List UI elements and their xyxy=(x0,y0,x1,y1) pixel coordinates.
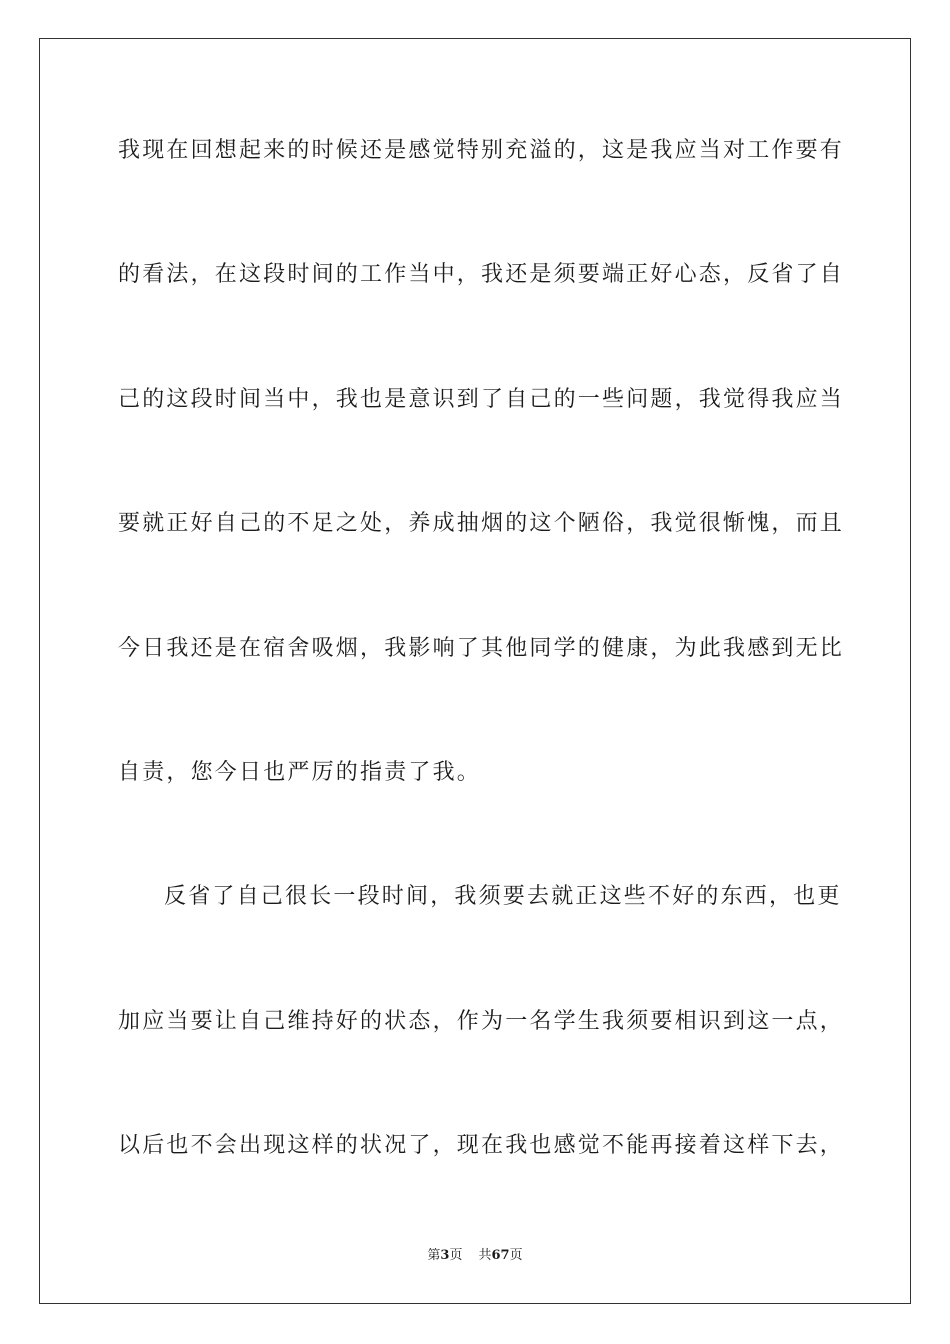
text-line-7: 反省了自己很长一段时间，我须要去就正这些不好的东西，也更 xyxy=(164,884,842,909)
text-line-4: 要就正好自己的不足之处，养成抽烟的这个陋俗，我觉很惭愧，而且 xyxy=(118,511,845,536)
page-number: 3 xyxy=(440,1248,450,1263)
text-line-9: 以后也不会出现这样的状况了，现在我也感觉不能再接着这样下去， xyxy=(118,1133,845,1158)
total-pages: 67 xyxy=(491,1248,510,1263)
text-line-3: 己的这段时间当中，我也是意识到了自己的一些问题，我觉得我应当 xyxy=(118,387,845,412)
page-prefix: 第 xyxy=(427,1248,441,1263)
text-line-6: 自责，您今日也严厉的指责了我。 xyxy=(118,760,482,785)
total-suffix: 页 xyxy=(509,1248,523,1263)
page-footer xyxy=(0,1247,950,1265)
text-line-8: 加应当要让自己维持好的状态，作为一名学生我须要相识到这一点， xyxy=(118,1009,845,1034)
text-line-1: 我现在回想起来的时候还是感觉特别充溢的，这是我应当对工作要有 xyxy=(118,138,845,163)
page-border xyxy=(39,38,911,1304)
text-line-5: 今日我还是在宿舍吸烟，我影响了其他同学的健康，为此我感到无比 xyxy=(118,636,845,661)
total-prefix: 共 xyxy=(478,1248,492,1263)
text-line-2: 的看法，在这段时间的工作当中，我还是须要端正好心态，反省了自 xyxy=(118,262,845,287)
page-suffix: 页 xyxy=(449,1248,463,1263)
